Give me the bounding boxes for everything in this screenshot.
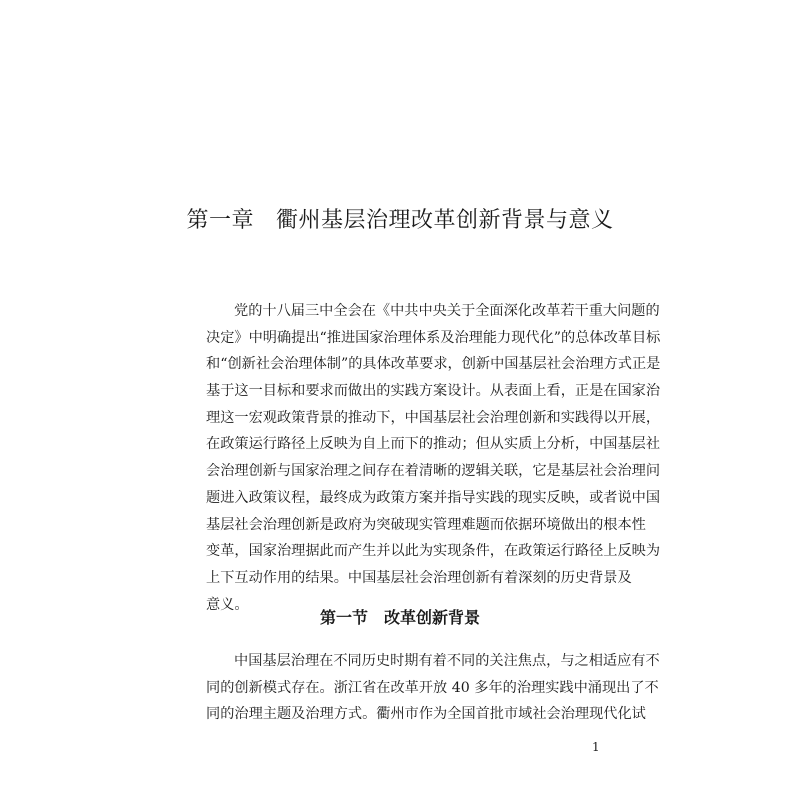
chapter-title — [0, 203, 800, 234]
paragraph-line: 中国基层治理在不同历史时期有着不同的关注焦点，与之相适应有不 — [234, 653, 660, 669]
intro-paragraph — [206, 298, 661, 618]
paragraph-line: 理这一宏观政策背景的推动下，中国基层社会治理创新和实践得以开展， — [206, 409, 661, 426]
section-number: 第一节 — [319, 608, 368, 627]
paragraph-line: 党的十八届三中全会在《中共中央关于全面深化改革若干重大问题的 — [234, 303, 660, 319]
page-number: 1 — [592, 740, 600, 754]
paragraph-line: 变革，国家治理据此而产生并以此为实现条件，在政策运行路径上反映为 — [206, 543, 661, 560]
paragraph-line: 题进入政策议程，最终成为政策方案并指导实践的现实反映，或者说中国 — [206, 489, 661, 506]
paragraph-line: 上下互动作用的结果。中国基层社会治理创新有着深刻的历史背景及 — [206, 569, 632, 586]
paragraph-line: 和“创新社会治理体制”的具体改革要求，创新中国基层社会治理方式正是 — [206, 356, 661, 373]
section-title — [0, 605, 800, 628]
paragraph-line: 基于这一目标和要求而做出的实践方案设计。从表面上看，正是在国家治 — [206, 383, 661, 400]
section-name: 改革创新背景 — [384, 608, 481, 627]
paragraph-line: 同的创新模式存在。浙江省在改革开放 40 多年的治理实践中涌现出了不 — [206, 679, 659, 696]
chapter-number: 第一章 — [186, 208, 254, 233]
paragraph-line: 在政策运行路径上反映为自上而下的推动；但从实质上分析，中国基层社 — [206, 436, 661, 453]
paragraph-line: 意义。 — [206, 596, 249, 613]
paragraph-line: 会治理创新与国家治理之间存在着清晰的逻辑关联，它是基层社会治理问 — [206, 463, 661, 480]
paragraph-line: 基层社会治理创新是政府为突破现实管理难题而依据环境做出的根本性 — [206, 516, 646, 533]
section-paragraph — [206, 648, 660, 728]
paragraph-line: 决定》中明确提出“推进国家治理体系及治理能力现代化”的总体改革目标 — [206, 329, 661, 346]
chapter-name: 衢州基层治理改革创新背景与意义 — [276, 208, 614, 233]
paragraph-line: 同的治理主题及治理方式。衢州市作为全国首批市域社会治理现代化试 — [206, 706, 646, 723]
